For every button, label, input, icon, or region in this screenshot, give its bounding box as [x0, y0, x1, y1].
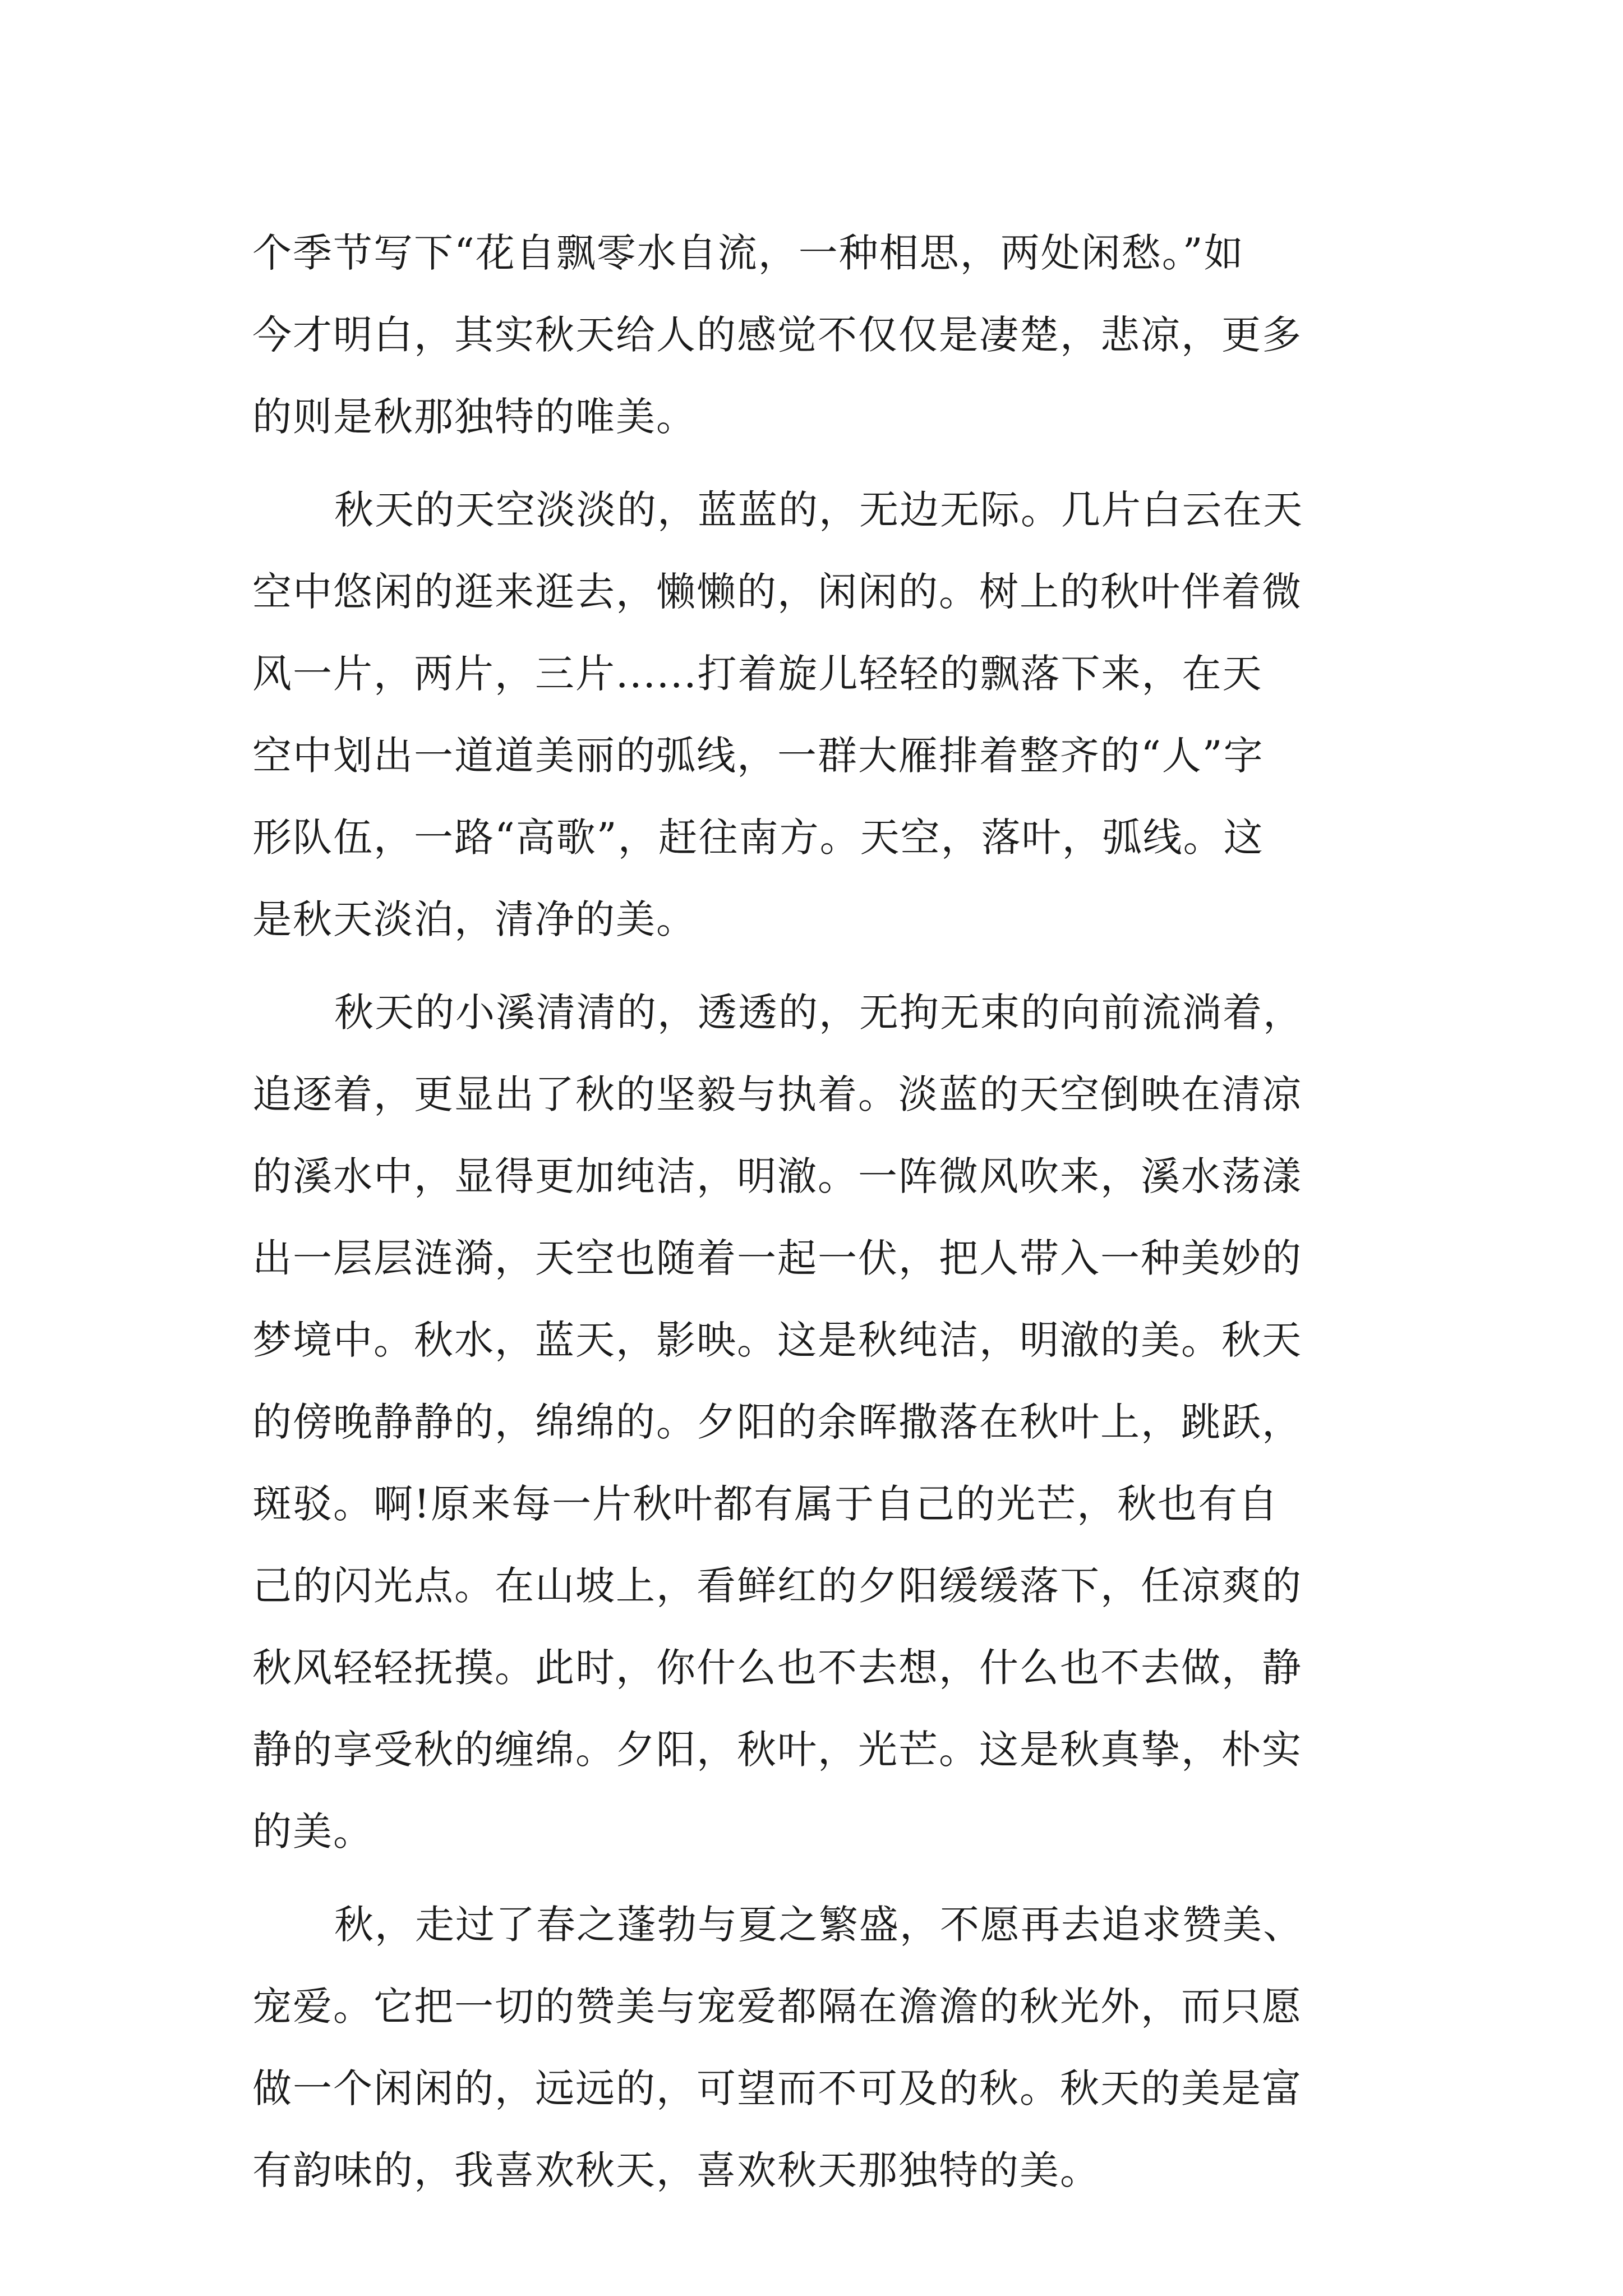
text-line: 秋风轻轻抚摸。此时，你什么也不去想，什么也不去做，静 — [252, 1645, 1302, 1691]
paragraph-autumn-conclusion — [252, 1884, 1391, 2211]
text-line: 秋天的天空淡淡的，蓝蓝的，无边无际。几片白云在天 — [334, 487, 1303, 533]
text-line: 是秋天淡泊，清净的美。 — [252, 896, 697, 942]
text-line: 风一片，两片，三片......打着旋儿轻轻的飘落下来，在天 — [252, 651, 1263, 697]
text-line: 做一个闲闲的，远远的，可望而不可及的秋。秋天的美是富 — [252, 2065, 1302, 2111]
text-line: 的则是秋那独特的唯美。 — [252, 394, 697, 440]
text-line: 斑驳。啊!原来每一片秋叶都有属于自己的光芒，秋也有自 — [252, 1481, 1279, 1527]
text-line: 己的闪光点。在山坡上，看鲜红的夕阳缓缓落下，任凉爽的 — [252, 1563, 1302, 1609]
paragraph-flowers-poem — [252, 212, 1391, 458]
text-line: 的傍晚静静的，绵绵的。夕阳的余晖撒落在秋叶上，跳跃， — [252, 1399, 1302, 1445]
text-line: 空中划出一道道美丽的弧线，一群大雁排着整齐的“人”字 — [252, 733, 1264, 779]
text-line: 今才明白，其实秋天给人的感觉不仅仅是凄楚，悲凉，更多 — [252, 312, 1302, 358]
text-line: 秋，走过了春之蓬勃与夏之繁盛，不愿再去追求赞美、 — [334, 1902, 1303, 1948]
text-line: 追逐着，更显出了秋的坚毅与执着。淡蓝的天空倒映在清凉 — [252, 1071, 1302, 1117]
text-line: 静的享受秋的缠绵。夕阳，秋叶，光芒。这是秋真挚，朴实 — [252, 1727, 1302, 1773]
text-body — [252, 212, 1391, 2223]
text-line: 出一层层涟漪，天空也随着一起一伏，把人带入一种美妙的 — [252, 1235, 1302, 1281]
text-line: 个季节写下“花自飘零水自流，一种相思，两处闲愁。”如 — [252, 230, 1244, 276]
paragraph-autumn-sky — [252, 469, 1391, 960]
text-line: 形队伍，一路“高歌”，赶往南方。天空，落叶，弧线。这 — [252, 815, 1264, 861]
paragraph-autumn-stream — [252, 972, 1391, 1872]
text-line: 宠爱。它把一切的赞美与宠爱都隔在澹澹的秋光外，而只愿 — [252, 1984, 1302, 2030]
text-line: 空中悠闲的逛来逛去，懒懒的，闲闲的。树上的秋叶伴着微 — [252, 569, 1302, 615]
text-line: 的溪水中，显得更加纯洁，明澈。一阵微风吹来，溪水荡漾 — [252, 1153, 1302, 1199]
text-line: 梦境中。秋水，蓝天，影映。这是秋纯洁，明澈的美。秋天 — [252, 1317, 1302, 1363]
text-line: 的美。 — [252, 1809, 374, 1855]
text-line: 有韵味的，我喜欢秋天，喜欢秋天那独特的美。 — [252, 2147, 1100, 2193]
text-line: 秋天的小溪清清的，透透的，无拘无束的向前流淌着， — [334, 990, 1303, 1036]
